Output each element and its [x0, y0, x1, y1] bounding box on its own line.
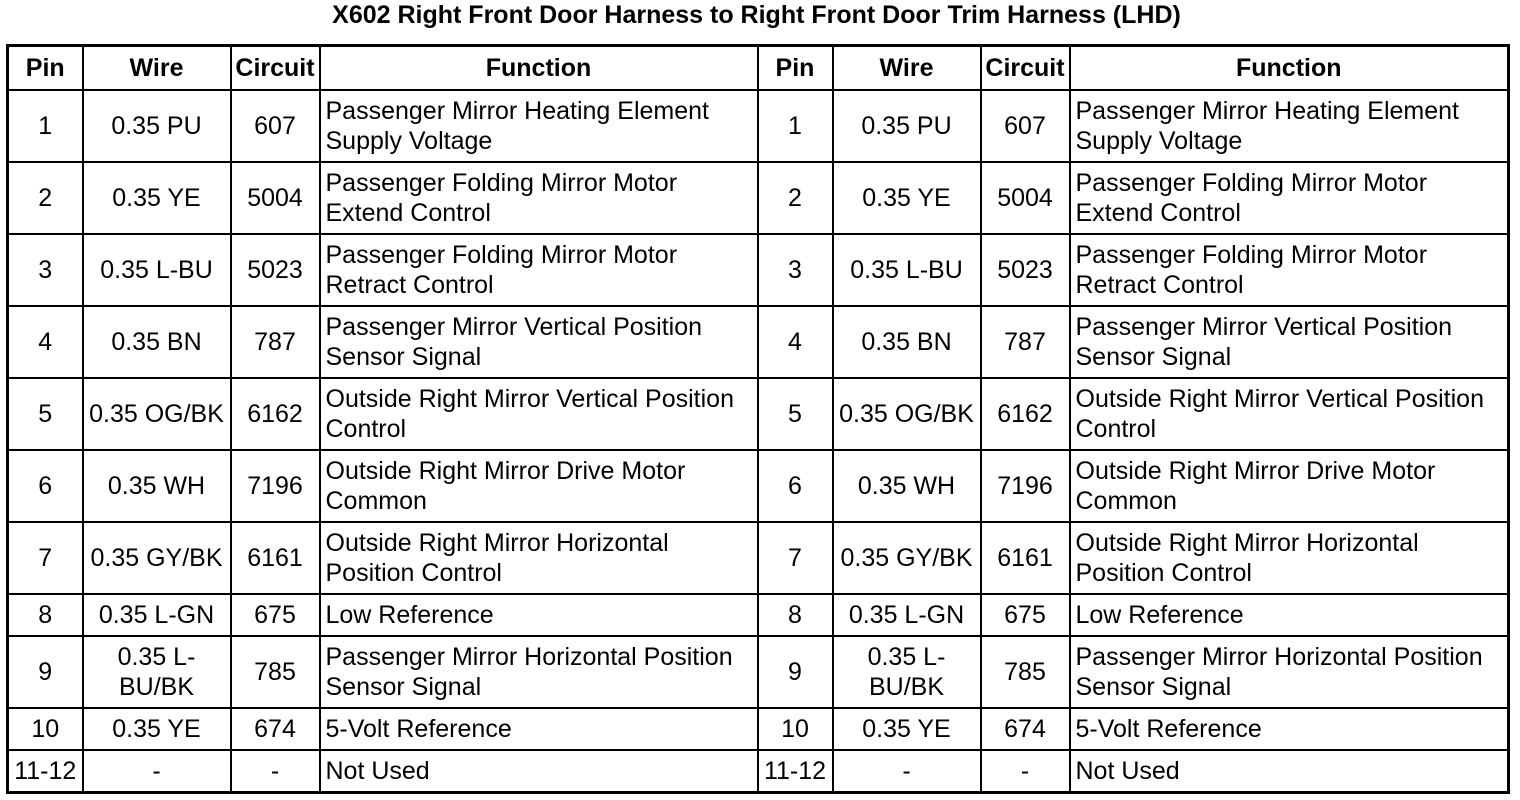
circuit-cell-right: 675: [981, 594, 1070, 636]
header-circuit-right: Circuit: [981, 46, 1070, 91]
wire-cell-right: 0.35 YE: [833, 708, 981, 750]
pin-cell-right: 9: [758, 636, 833, 708]
wire-cell-right: 0.35 OG/BK: [833, 378, 981, 450]
wire-cell-left: 0.35 YE: [83, 162, 231, 234]
circuit-cell-left: 787: [231, 306, 320, 378]
circuit-cell-left: 5004: [231, 162, 320, 234]
wire-cell-right: 0.35 PU: [833, 90, 981, 162]
table-row: [8, 522, 1509, 594]
wire-cell-right: 0.35 YE: [833, 162, 981, 234]
header-function-right: Function: [1070, 46, 1509, 91]
function-cell-right: Passenger Mirror Horizontal Position Sensor Signal: [1070, 636, 1509, 708]
wire-cell-right: 0.35 L-BU: [833, 234, 981, 306]
table-row: [8, 90, 1509, 162]
function-cell-left: Passenger Mirror Vertical Position Sensor Signal: [320, 306, 758, 378]
circuit-cell-right: 6162: [981, 378, 1070, 450]
function-cell-right: Passenger Mirror Vertical Position Sensor Signal: [1070, 306, 1509, 378]
wire-cell-right: -: [833, 750, 981, 793]
function-cell-left: Not Used: [320, 750, 758, 793]
circuit-cell-left: 674: [231, 708, 320, 750]
circuit-cell-left: -: [231, 750, 320, 793]
wire-cell-left: 0.35 BN: [83, 306, 231, 378]
table-body: [8, 90, 1509, 793]
circuit-cell-right: 785: [981, 636, 1070, 708]
page-title: X602 Right Front Door Harness to Right Front Door Trim Harness (LHD): [332, 1, 1181, 29]
function-cell-left: Passenger Mirror Horizontal Position Sensor Signal: [320, 636, 758, 708]
table-row: [8, 306, 1509, 378]
function-cell-right: Outside Right Mirror Drive Motor Common: [1070, 450, 1509, 522]
table-row: [8, 594, 1509, 636]
circuit-cell-right: 674: [981, 708, 1070, 750]
function-cell-left: Passenger Folding Mirror Motor Retract Control: [320, 234, 758, 306]
circuit-cell-right: 787: [981, 306, 1070, 378]
function-cell-left: Low Reference: [320, 594, 758, 636]
circuit-cell-right: 7196: [981, 450, 1070, 522]
circuit-cell-left: 607: [231, 90, 320, 162]
function-cell-left: Outside Right Mirror Horizontal Position Control: [320, 522, 758, 594]
wire-cell-left: 0.35 YE: [83, 708, 231, 750]
table-header: [8, 46, 1509, 91]
function-cell-left: Outside Right Mirror Drive Motor Common: [320, 450, 758, 522]
table-row: [8, 636, 1509, 708]
circuit-cell-left: 785: [231, 636, 320, 708]
function-cell-left: Passenger Folding Mirror Motor Extend Control: [320, 162, 758, 234]
header-function-left: Function: [320, 46, 758, 91]
circuit-cell-left: 7196: [231, 450, 320, 522]
pin-cell-right: 4: [758, 306, 833, 378]
pin-cell-left: 8: [8, 594, 83, 636]
connector-pinout-table: [6, 44, 1510, 794]
pin-cell-right: 3: [758, 234, 833, 306]
header-wire-left: Wire: [83, 46, 231, 91]
wire-cell-left: 0.35 OG/BK: [83, 378, 231, 450]
function-cell-right: Passenger Folding Mirror Motor Extend Control: [1070, 162, 1509, 234]
wire-cell-left: 0.35 L-BU/BK: [83, 636, 231, 708]
wire-cell-right: 0.35 BN: [833, 306, 981, 378]
pin-cell-left: 9: [8, 636, 83, 708]
circuit-cell-right: -: [981, 750, 1070, 793]
pin-cell-right: 10: [758, 708, 833, 750]
table-header-row: [8, 46, 1509, 91]
function-cell-right: Passenger Mirror Heating Element Supply Voltage: [1070, 90, 1509, 162]
pin-cell-left: 10: [8, 708, 83, 750]
pin-cell-left: 4: [8, 306, 83, 378]
wire-cell-left: 0.35 WH: [83, 450, 231, 522]
function-cell-left: 5-Volt Reference: [320, 708, 758, 750]
pin-cell-left: 6: [8, 450, 83, 522]
pin-cell-right: 1: [758, 90, 833, 162]
pin-cell-left: 5: [8, 378, 83, 450]
header-pin-right: Pin: [758, 46, 833, 91]
pin-cell-left: 1: [8, 90, 83, 162]
table-row: [8, 234, 1509, 306]
function-cell-right: Low Reference: [1070, 594, 1509, 636]
table-row: [8, 378, 1509, 450]
circuit-cell-right: 6161: [981, 522, 1070, 594]
function-cell-right: Passenger Folding Mirror Motor Retract Control: [1070, 234, 1509, 306]
function-cell-right: Not Used: [1070, 750, 1509, 793]
pin-cell-right: 5: [758, 378, 833, 450]
table-row: [8, 162, 1509, 234]
header-circuit-left: Circuit: [231, 46, 320, 91]
wire-cell-right: 0.35 WH: [833, 450, 981, 522]
pin-cell-left: 7: [8, 522, 83, 594]
wire-cell-right: 0.35 L-BU/BK: [833, 636, 981, 708]
pin-cell-left: 3: [8, 234, 83, 306]
wire-cell-left: -: [83, 750, 231, 793]
circuit-cell-left: 6161: [231, 522, 320, 594]
wire-cell-left: 0.35 L-GN: [83, 594, 231, 636]
wire-cell-left: 0.35 PU: [83, 90, 231, 162]
pin-cell-left: 11-12: [8, 750, 83, 793]
circuit-cell-right: 607: [981, 90, 1070, 162]
header-pin-left: Pin: [8, 46, 83, 91]
function-cell-right: Outside Right Mirror Horizontal Position Control: [1070, 522, 1509, 594]
pin-cell-right: 7: [758, 522, 833, 594]
circuit-cell-left: 5023: [231, 234, 320, 306]
wire-cell-right: 0.35 GY/BK: [833, 522, 981, 594]
function-cell-right: 5-Volt Reference: [1070, 708, 1509, 750]
table-row: [8, 450, 1509, 522]
wire-cell-left: 0.35 GY/BK: [83, 522, 231, 594]
pin-cell-right: 8: [758, 594, 833, 636]
function-cell-left: Outside Right Mirror Vertical Position Control: [320, 378, 758, 450]
pin-cell-right: 2: [758, 162, 833, 234]
table-row: [8, 750, 1509, 793]
circuit-cell-left: 6162: [231, 378, 320, 450]
circuit-cell-left: 675: [231, 594, 320, 636]
function-cell-right: Outside Right Mirror Vertical Position Control: [1070, 378, 1509, 450]
function-cell-left: Passenger Mirror Heating Element Supply Voltage: [320, 90, 758, 162]
circuit-cell-right: 5023: [981, 234, 1070, 306]
circuit-cell-right: 5004: [981, 162, 1070, 234]
table-row: [8, 708, 1509, 750]
pin-cell-right: 11-12: [758, 750, 833, 793]
pin-cell-right: 6: [758, 450, 833, 522]
header-wire-right: Wire: [833, 46, 981, 91]
wire-cell-left: 0.35 L-BU: [83, 234, 231, 306]
wire-cell-right: 0.35 L-GN: [833, 594, 981, 636]
pin-cell-left: 2: [8, 162, 83, 234]
